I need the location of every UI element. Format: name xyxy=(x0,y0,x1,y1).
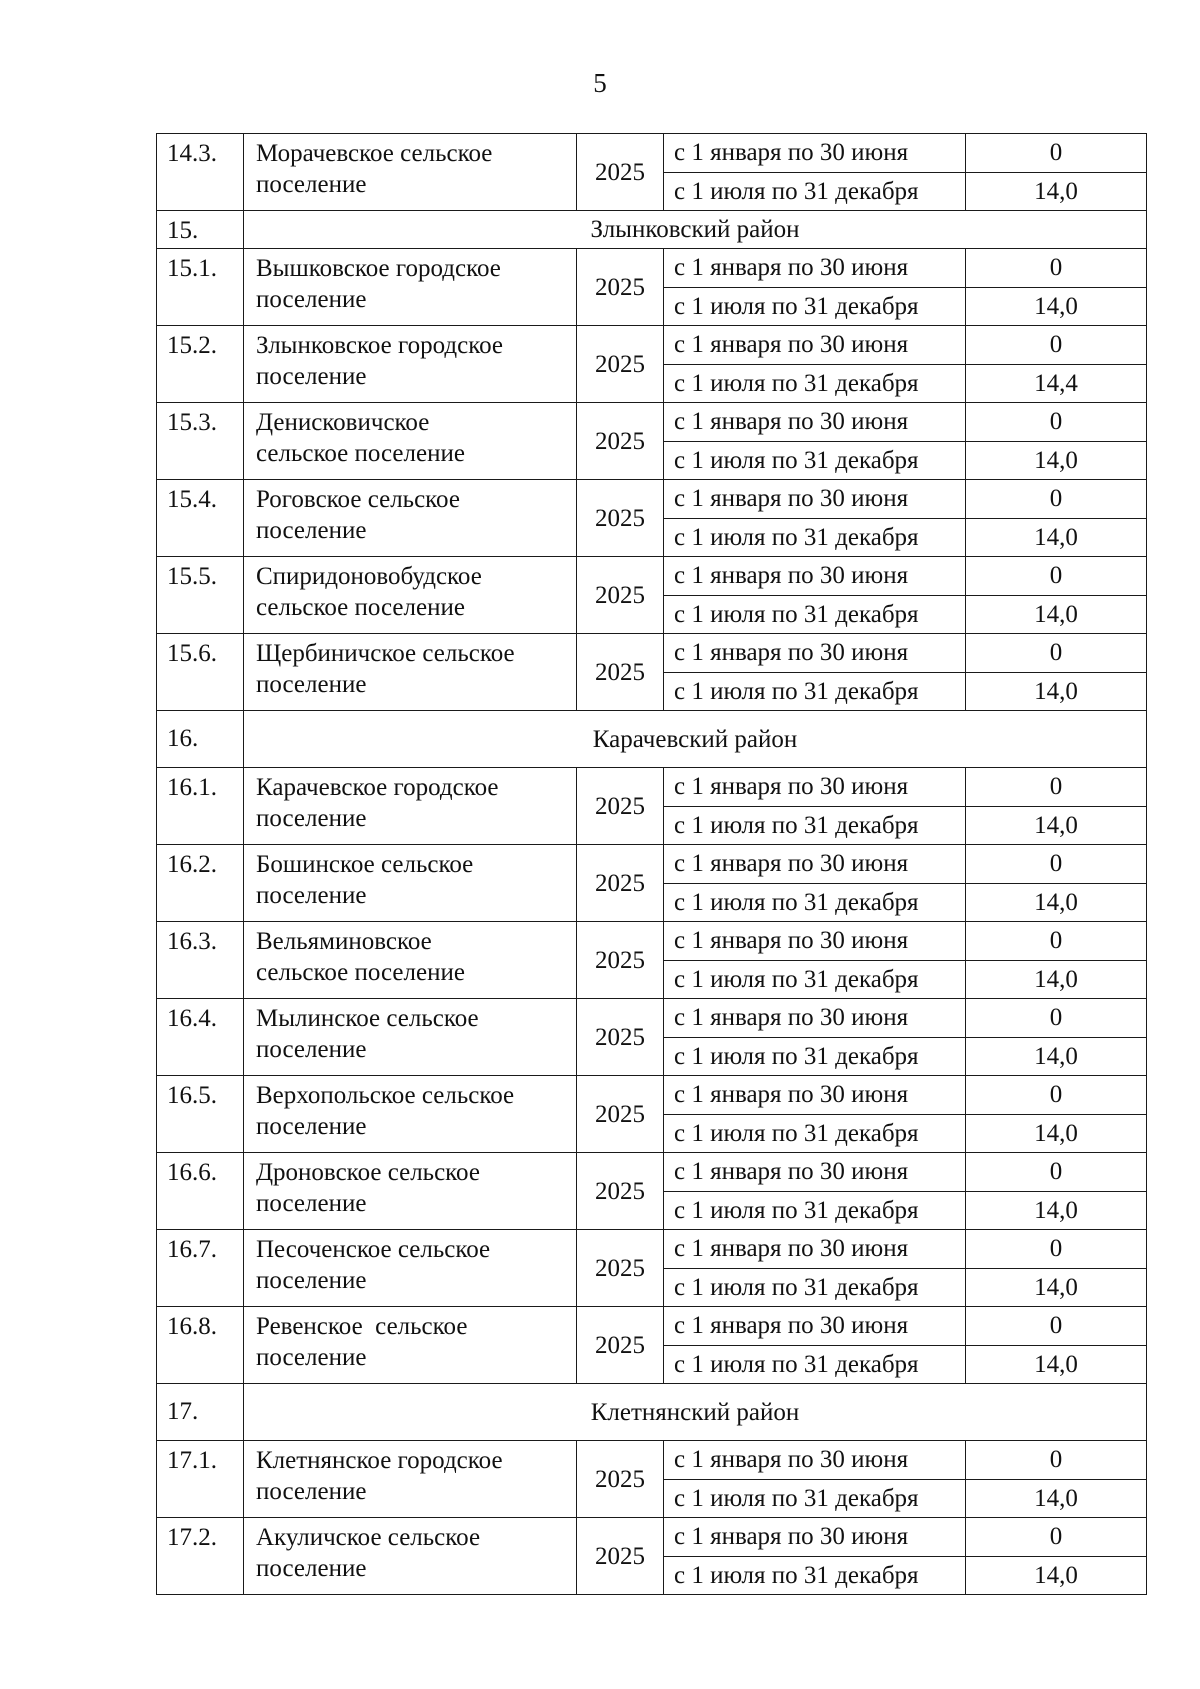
row-number: 15.5. xyxy=(157,557,244,634)
row-number: 17.2. xyxy=(157,1518,244,1595)
row-number: 16.5. xyxy=(157,1076,244,1153)
year-cell: 2025 xyxy=(577,134,664,211)
table-row xyxy=(157,1518,1147,1557)
settlement-name-line: поселение xyxy=(256,363,367,390)
settlement-name-line: поселение xyxy=(256,517,367,544)
table-row xyxy=(157,326,1147,365)
value-cell: 0 xyxy=(966,1307,1147,1346)
period-cell: с 1 июля по 31 декабря xyxy=(664,672,966,711)
row-number: 16.8. xyxy=(157,1307,244,1384)
year-cell: 2025 xyxy=(577,999,664,1076)
table-row xyxy=(157,1076,1147,1115)
period-cell: с 1 июля по 31 декабря xyxy=(664,287,966,326)
value-cell: 14,0 xyxy=(966,1556,1147,1595)
settlement-name-line: Злынковское городское xyxy=(256,332,504,359)
value-cell: 14,0 xyxy=(966,441,1147,480)
settlement-name xyxy=(244,249,577,326)
period-cell: с 1 июля по 31 декабря xyxy=(664,441,966,480)
settlement-name-line: поселение xyxy=(256,1478,367,1505)
value-cell: 0 xyxy=(966,557,1147,596)
settlement-name-line: поселение xyxy=(256,882,367,909)
period-cell: с 1 января по 30 июня xyxy=(664,845,966,884)
table-row xyxy=(157,249,1147,288)
period-cell: с 1 июля по 31 декабря xyxy=(664,1556,966,1595)
period-cell: с 1 июля по 31 декабря xyxy=(664,172,966,211)
district-number: 16. xyxy=(157,711,244,768)
settlement-name-line: поселение xyxy=(256,671,367,698)
settlement-table xyxy=(156,133,1147,1595)
row-number: 16.7. xyxy=(157,1230,244,1307)
value-cell: 0 xyxy=(966,768,1147,807)
row-number: 15.1. xyxy=(157,249,244,326)
table-row xyxy=(157,845,1147,884)
settlement-name xyxy=(244,922,577,999)
settlement-name-line: Ревенское сельское xyxy=(256,1313,468,1340)
year-cell: 2025 xyxy=(577,1307,664,1384)
period-cell: с 1 июля по 31 декабря xyxy=(664,883,966,922)
table-row xyxy=(157,557,1147,596)
period-cell: с 1 января по 30 июня xyxy=(664,1518,966,1557)
row-number: 17.1. xyxy=(157,1441,244,1518)
settlement-name-line: Дроновское сельское xyxy=(256,1159,480,1186)
settlement-name-line: Песоченское сельское xyxy=(256,1236,491,1263)
value-cell: 14,0 xyxy=(966,1479,1147,1518)
value-cell: 0 xyxy=(966,1153,1147,1192)
district-number: 15. xyxy=(157,211,244,249)
value-cell: 0 xyxy=(966,922,1147,961)
settlement-name xyxy=(244,557,577,634)
settlement-name-line: поселение xyxy=(256,1267,367,1294)
settlement-name-line: Вельяминовское xyxy=(256,928,432,955)
period-cell: с 1 января по 30 июня xyxy=(664,1230,966,1269)
table-row xyxy=(157,1307,1147,1346)
row-number: 16.1. xyxy=(157,768,244,845)
row-number: 15.2. xyxy=(157,326,244,403)
settlement-name-line: сельское поселение xyxy=(256,959,465,986)
period-cell: с 1 июля по 31 декабря xyxy=(664,1345,966,1384)
period-cell: с 1 января по 30 июня xyxy=(664,480,966,519)
district-name: Злынковский район xyxy=(244,211,1147,249)
value-cell: 0 xyxy=(966,1230,1147,1269)
period-cell: с 1 июля по 31 декабря xyxy=(664,364,966,403)
year-cell: 2025 xyxy=(577,557,664,634)
settlement-name-line: Спиридоновобудское xyxy=(256,563,482,590)
period-cell: с 1 июля по 31 декабря xyxy=(664,1191,966,1230)
period-cell: с 1 января по 30 июня xyxy=(664,249,966,288)
period-cell: с 1 января по 30 июня xyxy=(664,557,966,596)
period-cell: с 1 января по 30 июня xyxy=(664,634,966,673)
settlement-name xyxy=(244,1441,577,1518)
settlement-name xyxy=(244,768,577,845)
value-cell: 14,0 xyxy=(966,1268,1147,1307)
row-number: 16.4. xyxy=(157,999,244,1076)
table-row xyxy=(157,403,1147,442)
year-cell: 2025 xyxy=(577,249,664,326)
value-cell: 0 xyxy=(966,1076,1147,1115)
settlement-name xyxy=(244,845,577,922)
settlement-name-line: поселение xyxy=(256,1190,367,1217)
year-cell: 2025 xyxy=(577,768,664,845)
period-cell: с 1 июля по 31 декабря xyxy=(664,518,966,557)
value-cell: 14,4 xyxy=(966,364,1147,403)
district-row xyxy=(157,211,1147,249)
row-number: 15.6. xyxy=(157,634,244,711)
value-cell: 14,0 xyxy=(966,1037,1147,1076)
period-cell: с 1 июля по 31 декабря xyxy=(664,960,966,999)
settlement-name xyxy=(244,1518,577,1595)
year-cell: 2025 xyxy=(577,1076,664,1153)
table-row xyxy=(157,768,1147,807)
settlement-name-line: Морачевское сельское xyxy=(256,140,493,167)
period-cell: с 1 января по 30 июня xyxy=(664,1441,966,1480)
value-cell: 0 xyxy=(966,480,1147,519)
table-row xyxy=(157,1441,1147,1480)
value-cell: 14,0 xyxy=(966,1191,1147,1230)
year-cell: 2025 xyxy=(577,326,664,403)
period-cell: с 1 января по 30 июня xyxy=(664,768,966,807)
period-cell: с 1 июля по 31 декабря xyxy=(664,1479,966,1518)
value-cell: 0 xyxy=(966,1441,1147,1480)
settlement-name-line: поселение xyxy=(256,1036,367,1063)
year-cell: 2025 xyxy=(577,1518,664,1595)
district-row xyxy=(157,1384,1147,1441)
value-cell: 0 xyxy=(966,403,1147,442)
year-cell: 2025 xyxy=(577,403,664,480)
settlement-name-line: сельское поселение xyxy=(256,440,465,467)
value-cell: 0 xyxy=(966,634,1147,673)
settlement-name-line: поселение xyxy=(256,1555,367,1582)
settlement-name-line: Денисковичское xyxy=(256,409,430,436)
row-number: 16.3. xyxy=(157,922,244,999)
district-name: Карачевский район xyxy=(244,711,1147,768)
row-number: 15.4. xyxy=(157,480,244,557)
settlement-name xyxy=(244,999,577,1076)
settlement-name xyxy=(244,1230,577,1307)
settlement-name-line: поселение xyxy=(256,1113,367,1140)
settlement-name xyxy=(244,1153,577,1230)
table-row xyxy=(157,999,1147,1038)
value-cell: 14,0 xyxy=(966,172,1147,211)
period-cell: с 1 июля по 31 декабря xyxy=(664,595,966,634)
settlement-name-line: поселение xyxy=(256,805,367,832)
settlement-name-line: Роговское сельское xyxy=(256,486,460,513)
period-cell: с 1 июля по 31 декабря xyxy=(664,806,966,845)
value-cell: 14,0 xyxy=(966,883,1147,922)
settlement-name-line: Верхопольское сельское xyxy=(256,1082,515,1109)
period-cell: с 1 июля по 31 декабря xyxy=(664,1268,966,1307)
year-cell: 2025 xyxy=(577,845,664,922)
period-cell: с 1 января по 30 июня xyxy=(664,1076,966,1115)
period-cell: с 1 января по 30 июня xyxy=(664,1307,966,1346)
year-cell: 2025 xyxy=(577,1230,664,1307)
settlement-table-body xyxy=(157,134,1147,1595)
settlement-name xyxy=(244,1307,577,1384)
value-cell: 14,0 xyxy=(966,518,1147,557)
table-row xyxy=(157,634,1147,673)
year-cell: 2025 xyxy=(577,922,664,999)
period-cell: с 1 января по 30 июня xyxy=(664,403,966,442)
district-number: 17. xyxy=(157,1384,244,1441)
year-cell: 2025 xyxy=(577,634,664,711)
settlement-name xyxy=(244,1076,577,1153)
row-number: 14.3. xyxy=(157,134,244,211)
settlement-name-line: Мылинское сельское xyxy=(256,1005,479,1032)
page-number: 5 xyxy=(593,68,607,98)
row-number: 16.6. xyxy=(157,1153,244,1230)
value-cell: 0 xyxy=(966,845,1147,884)
value-cell: 0 xyxy=(966,326,1147,365)
year-cell: 2025 xyxy=(577,1441,664,1518)
settlement-name-line: Карачевское городское xyxy=(256,774,499,801)
value-cell: 14,0 xyxy=(966,960,1147,999)
row-number: 15.3. xyxy=(157,403,244,480)
year-cell: 2025 xyxy=(577,1153,664,1230)
period-cell: с 1 января по 30 июня xyxy=(664,134,966,173)
settlement-name-line: поселение xyxy=(256,171,367,198)
table-row xyxy=(157,1153,1147,1192)
settlement-name-line: сельское поселение xyxy=(256,594,465,621)
table-row xyxy=(157,1230,1147,1269)
value-cell: 0 xyxy=(966,134,1147,173)
settlement-name xyxy=(244,326,577,403)
district-row xyxy=(157,711,1147,768)
settlement-name-line: Щербиничское сельское xyxy=(256,640,515,667)
table-row xyxy=(157,134,1147,173)
settlement-name-line: Бошинское сельское xyxy=(256,851,474,878)
period-cell: с 1 июля по 31 декабря xyxy=(664,1037,966,1076)
value-cell: 0 xyxy=(966,249,1147,288)
district-name: Клетнянский район xyxy=(244,1384,1147,1441)
value-cell: 14,0 xyxy=(966,595,1147,634)
settlement-name xyxy=(244,634,577,711)
settlement-name xyxy=(244,403,577,480)
period-cell: с 1 января по 30 июня xyxy=(664,922,966,961)
period-cell: с 1 июля по 31 декабря xyxy=(664,1114,966,1153)
period-cell: с 1 января по 30 июня xyxy=(664,1153,966,1192)
value-cell: 0 xyxy=(966,999,1147,1038)
settlement-name-line: поселение xyxy=(256,286,367,313)
value-cell: 14,0 xyxy=(966,1114,1147,1153)
period-cell: с 1 января по 30 июня xyxy=(664,326,966,365)
value-cell: 14,0 xyxy=(966,806,1147,845)
settlement-name xyxy=(244,134,577,211)
year-cell: 2025 xyxy=(577,480,664,557)
table-row xyxy=(157,922,1147,961)
row-number: 16.2. xyxy=(157,845,244,922)
value-cell: 14,0 xyxy=(966,1345,1147,1384)
value-cell: 14,0 xyxy=(966,672,1147,711)
value-cell: 0 xyxy=(966,1518,1147,1557)
settlement-name-line: Вышковское городское xyxy=(256,255,501,282)
settlement-name-line: Клетнянское городское xyxy=(256,1447,503,1474)
value-cell: 14,0 xyxy=(966,287,1147,326)
period-cell: с 1 января по 30 июня xyxy=(664,999,966,1038)
settlement-name xyxy=(244,480,577,557)
settlement-name-line: поселение xyxy=(256,1344,367,1371)
table-row xyxy=(157,480,1147,519)
settlement-name-line: Акуличское сельское xyxy=(256,1524,481,1551)
